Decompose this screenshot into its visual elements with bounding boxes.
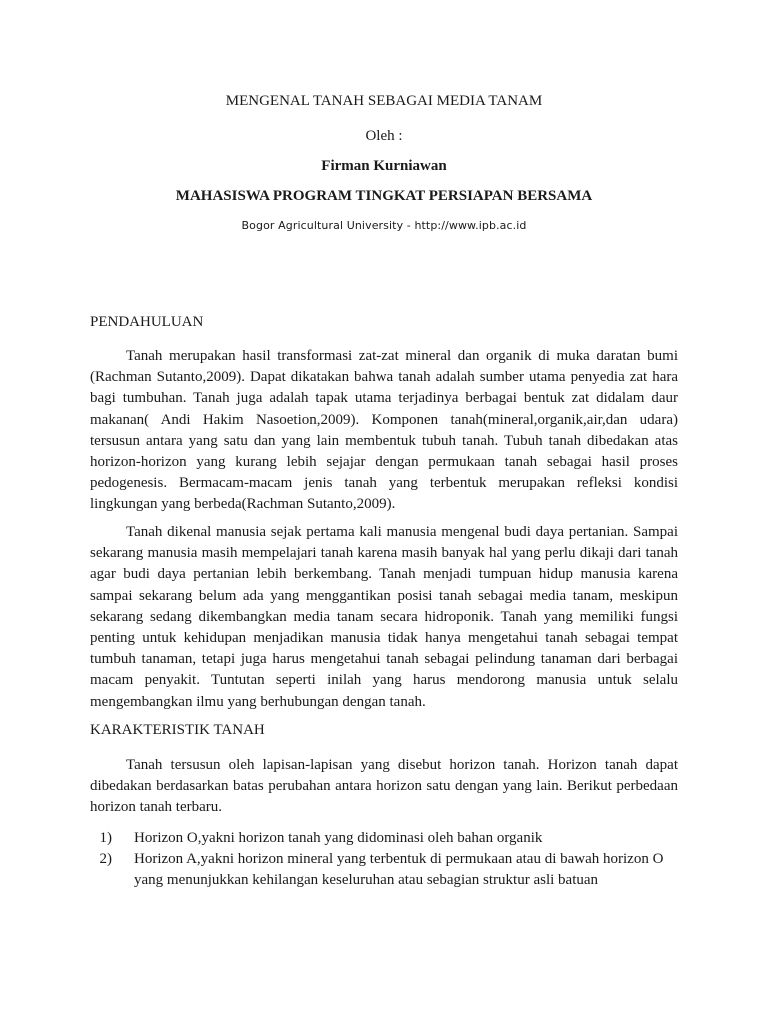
author-name: Firman Kurniawan bbox=[321, 158, 447, 174]
program-name: MAHASISWA PROGRAM TINGKAT PERSIAPAN BERSAMA bbox=[175, 188, 593, 204]
section-heading-pendahuluan: PENDAHULUAN bbox=[90, 314, 204, 330]
byline-label: Oleh : bbox=[365, 128, 403, 144]
list-item-text: Horizon A,yakni horizon mineral yang terbentuk di permukaan atau di bawah horizon O yang menunjukkan kehilangan keseluruhan atau sebagian struktur asli batuan bbox=[134, 851, 664, 889]
affiliation-line: Bogor Agricultural University - http://www.ipb.ac.id bbox=[241, 219, 527, 232]
section-heading-karakteristik: KARAKTERISTIK TANAH bbox=[90, 722, 265, 738]
paragraph-intro-1: Tanah merupakan hasil transformasi zat-zat mineral dan organik di muka daratan bumi (Rachman Sutanto,2009). Dapat dikatakan bahwa tanah adalah sumber utama penyedia zat hara bagi tumbuhan. Tanah juga adalah tapak utama terjadinya berbagai bentuk zat didalam daur makanan( Andi Hakim Nasoetion,2009). Komponen tanah(mineral,organik,air,dan udara) tersusun antara yang satu dan yang lain membentuk tubuh tanah. Tubuh tanah dibedakan atas horizon-horizon yang kurang lebih sejajar dengan permukaan tanah sebagai hasil proses pedogenesis. Bermacam-macam jenis tanah yang terbentuk merupakan refleksi kondisi lingkungan yang berbeda(Rachman Sutanto,2009). bbox=[90, 348, 678, 513]
document-title: MENGENAL TANAH SEBAGAI MEDIA TANAM bbox=[225, 93, 543, 109]
paragraph-karakteristik-1: Tanah tersusun oleh lapisan-lapisan yang disebut horizon tanah. Horizon tanah dapat dibedakan berdasarkan batas perubahan antara horizon satu dengan yang lain. Berikut perbedaan horizon tanah terbaru. bbox=[90, 757, 678, 816]
paragraph-intro-2: Tanah dikenal manusia sejak pertama kali manusia mengenal budi daya pertanian. Sampai sekarang manusia masih mempelajari tanah karena masih banyak hal yang perlu dikaji dari tanah agar budi daya pertanian lebih berkembang. Tanah menjadi tumpuan hidup manusia karena sampai sekarang belum ada yang menggantikan posisi tanah sebagai media tanam, meskipun sekarang sedang dikembangkan media tanam secara hidroponik. Tanah yang memiliki fungsi penting untuk kehidupan menjadikan manusia tidak hanya mengetahui tanah sebagai tempat tumbuh tanaman, tetapi juga harus mengetahui tanah sebagai pelindung tanaman dari berbagai macam penyakit. Tuntutan seperti inilah yang harus mendorong manusia untuk selalu mengembangkan ilmu yang berhubungan dengan tanah. bbox=[90, 524, 678, 710]
horizon-list bbox=[90, 828, 678, 892]
list-item-text: Horizon O,yakni horizon tanah yang didominasi oleh bahan organik bbox=[134, 830, 543, 846]
document-page bbox=[90, 0, 678, 1024]
list-item bbox=[90, 849, 678, 891]
list-item bbox=[90, 828, 678, 849]
list-item-number: 1) bbox=[99, 830, 112, 846]
list-item-number: 2) bbox=[99, 851, 112, 868]
